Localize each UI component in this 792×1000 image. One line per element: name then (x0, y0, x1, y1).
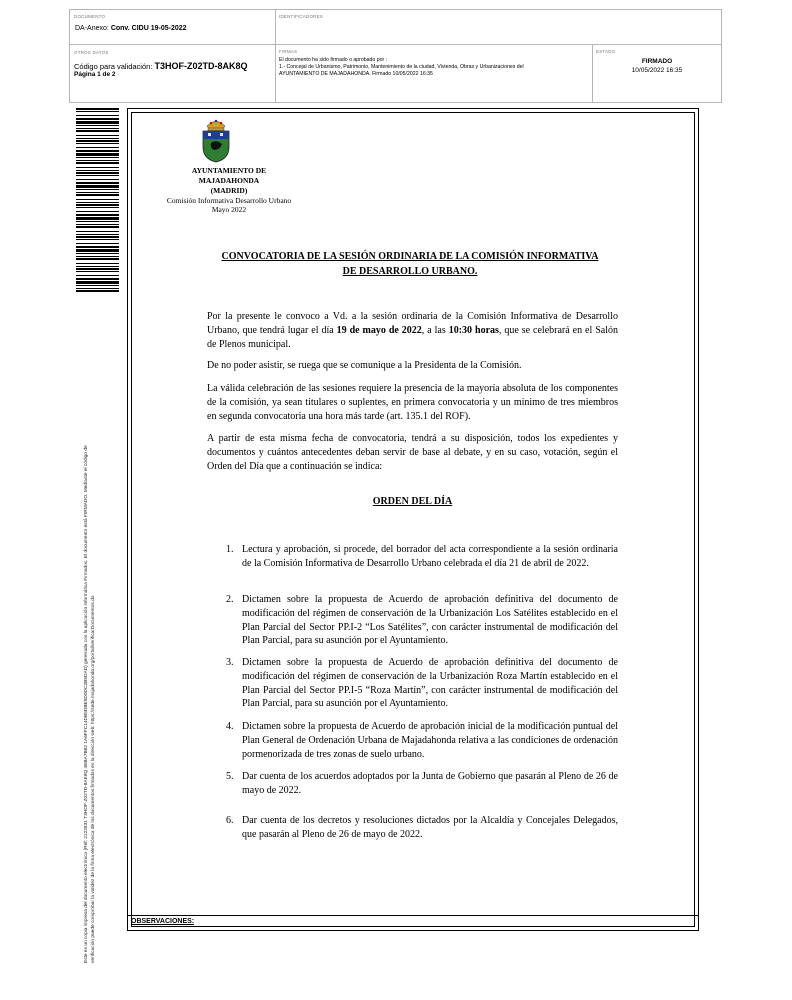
paragraph-quorum: La válida celebración de las sesiones requiere la presencia de la mayoría absoluta de los componentes de la comisión, ya sean titulares o suplentes, en primera convocatoria y un mínimo de tres miembros en segunda convocatoria una hora más tarde (art. 135.1 del ROF). (207, 383, 618, 422)
document-title: CONVOCATORIA DE LA SESIÓN ORDINARIA DE LA COMISIÓN INFORMATIVA (221, 251, 599, 262)
barcode-icon (76, 108, 119, 293)
identificadores-label: IDENTIFICADORES (279, 14, 324, 19)
otros-datos-cell (70, 45, 276, 102)
documento-label: DOCUMENTO (74, 14, 106, 19)
documento-cell (70, 10, 276, 45)
document-title-line2: DE DESARROLLO URBANO. (342, 266, 478, 277)
document-frame (127, 108, 699, 931)
validation-code: Código para validación: T3HOF-Z02TD-8AK8Q (74, 61, 248, 71)
estado-cell (593, 45, 721, 102)
org-name-line: MAJADAHONDA (198, 176, 260, 185)
estado-label: ESTADO (596, 49, 616, 54)
observaciones-divider (128, 915, 698, 916)
paragraph-disposicion: A partir de esta misma fecha de convocatoria, tendrá a su disposición, todos los expedientes y documentos y cuántos antecedentes deban servir de base al debate, y en su caso, votación, según el Orden del Día que a continuación se indica: (207, 433, 618, 472)
firmas-line: 1.- Concejal de Urbanismo, Patrimonio, Mantenimiento de la ciudad, Vivienda, Obras y Urbanizaciones del (279, 64, 524, 70)
side-verification-text: Este es un copia impresa del documento electrónico (Ref: 2122831 T3HOF-Z02TD-8AK8Q 4EBA7B82 1A6FFC14DB5DBE5D0DC2B5DAD) generada con la aplicación informática Firmadoc. El documento está FIRMADO. Mediante el código de (84, 445, 89, 963)
orden-del-dia-title: ORDEN DEL DÍA (372, 496, 453, 507)
org-region: (MADRID) (210, 186, 248, 195)
org-date: Mayo 2022 (211, 205, 247, 214)
page-count: Página 1 de 2 (74, 71, 116, 78)
identificadores-cell (276, 10, 721, 45)
paragraph-asistencia: De no poder asistir, se ruega que se comunique a la Presidenta de la Comisión. (207, 360, 522, 371)
validation-code-value: T3HOF-Z02TD-8AK8Q (154, 61, 248, 71)
firmas-line: El documento ha sido firmado o aprobado por : (279, 57, 388, 63)
meeting-time: 10:30 horas (448, 325, 499, 336)
observaciones-label: OBSERVACIONES: (131, 918, 195, 925)
estado-date: 10/05/2022 16:35 (631, 67, 683, 74)
otros-datos-label: OTROS DATOS (74, 50, 109, 55)
estado-value: FIRMADO (641, 58, 673, 65)
document-inner-frame (131, 112, 695, 927)
side-verification-text: verificación puede comprobar la validez de la firma electrónica de los documentos firmados en la dirección web: https://sede.majadahonda.org/portal/verificarDocumentos.do (91, 595, 96, 963)
document-metadata-header (69, 9, 722, 103)
firmas-cell (276, 45, 593, 102)
paragraph-convocatoria: Por la presente le convoco a Vd. a la sesión ordinaria de la Comisión Informativa de Desarrollo Urbano, que tendrá lugar el día 19 de mayo de 2022, a las 10:30 horas, que se celebrará en el Salón de Plenos municipal. (207, 311, 618, 350)
firmas-label: FIRMAS (279, 49, 298, 54)
org-name-line: AYUNTAMIENTO DE (191, 166, 267, 175)
firmas-line: AYUNTAMIENTO DE MAJADAHONDA. Firmado 10/05/2022 16:35 (279, 71, 433, 77)
org-committee: Comisión Informativa Desarrollo Urbano (166, 196, 292, 205)
coat-of-arms-icon (199, 117, 233, 163)
meeting-date: 19 de mayo de 2022 (336, 325, 422, 336)
documento-value: DA-Anexo: Conv. CIDU 19-05-2022 (75, 25, 187, 32)
